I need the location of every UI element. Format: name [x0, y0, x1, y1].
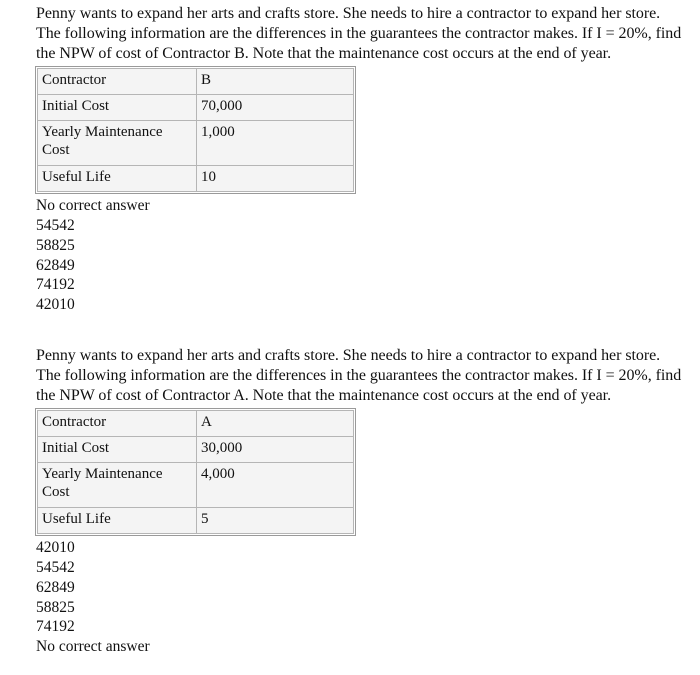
- question-2-text: Penny wants to expand her arts and crafts store. She needs to hire a contractor to expand her store. The following information are the differences in the guarantees the contractor makes. If I = 20%, find the NPW of cost of Contractor A. Note that the maintenance cost occurs at the end of year.: [36, 347, 682, 404]
- question-1-table: [37, 68, 354, 192]
- table-row: [38, 437, 354, 463]
- table-cell-value: 30,000: [197, 437, 354, 463]
- question-1-options: [36, 196, 682, 314]
- answer-option[interactable]: 54542: [36, 559, 75, 577]
- table-row: [38, 508, 354, 534]
- question-2-options: [36, 538, 682, 656]
- table-cell-value: 1,000: [197, 121, 354, 166]
- table-row: [38, 166, 354, 192]
- table-row: [38, 121, 354, 166]
- table-cell-label: Initial Cost: [38, 95, 197, 121]
- answer-option[interactable]: 54542: [36, 217, 75, 235]
- table-row: [38, 69, 354, 95]
- question-1-text: Penny wants to expand her arts and crafts store. She needs to hire a contractor to expand her store. The following information are the differences in the guarantees the contractor makes. If I = 20%, find the NPW of cost of Contractor B. Note that the maintenance cost occurs at the end of year.: [36, 5, 682, 62]
- table-cell-label: Useful Life: [38, 508, 197, 534]
- table-row: [38, 463, 354, 508]
- question-2: [36, 346, 682, 657]
- table-cell-value: 10: [197, 166, 354, 192]
- table-cell-value: A: [197, 411, 354, 437]
- table-cell-value: B: [197, 69, 354, 95]
- answer-option[interactable]: 42010: [36, 295, 75, 313]
- answer-option[interactable]: 74192: [36, 618, 75, 636]
- answer-option[interactable]: 74192: [36, 276, 75, 294]
- table-cell-value: 4,000: [197, 463, 354, 508]
- answer-option[interactable]: 42010: [36, 539, 75, 557]
- question-2-table: [37, 410, 354, 534]
- table-cell-label: Yearly Maintenance Cost: [38, 121, 197, 166]
- answer-option[interactable]: 58825: [36, 236, 75, 254]
- answer-option[interactable]: 58825: [36, 598, 75, 616]
- answer-option[interactable]: 62849: [36, 578, 75, 596]
- question-1: [36, 4, 682, 315]
- answer-option[interactable]: 62849: [36, 256, 75, 274]
- table-row: [38, 95, 354, 121]
- table-row: [38, 411, 354, 437]
- table-cell-label: Useful Life: [38, 166, 197, 192]
- answer-option[interactable]: No correct answer: [36, 637, 150, 655]
- table-cell-label: Initial Cost: [38, 437, 197, 463]
- table-cell-label: Yearly Maintenance Cost: [38, 463, 197, 508]
- table-cell-value: 70,000: [197, 95, 354, 121]
- table-cell-label: Contractor: [38, 411, 197, 437]
- table-cell-label: Contractor: [38, 69, 197, 95]
- table-cell-value: 5: [197, 508, 354, 534]
- answer-option[interactable]: No correct answer: [36, 197, 150, 215]
